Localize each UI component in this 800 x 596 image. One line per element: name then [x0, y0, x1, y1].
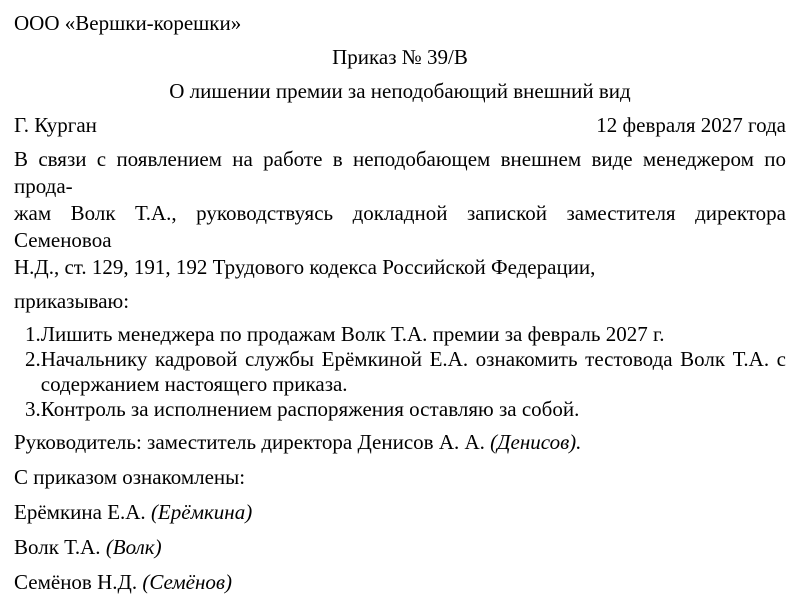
directive-word: приказываю:: [14, 289, 130, 313]
acknowledgement-row: [14, 534, 786, 561]
order-subject: О лишении премии за неподобающий внешний вид: [169, 79, 631, 103]
head-signature-name: (Денисов).: [490, 430, 582, 454]
preamble-line: Н.Д., ст. 129, 191, 192 Трудового кодекса Российской Федерации,: [14, 255, 596, 279]
preamble-paragraph: [14, 146, 786, 281]
item-number: 2.: [25, 347, 41, 371]
order-item: [14, 397, 786, 422]
company-name: ООО «Вершки-корешки»: [14, 11, 242, 35]
item-text: [41, 347, 786, 397]
order-title: Приказ № 39/В: [332, 45, 468, 69]
preamble-line: В связи с появлением на работе в неподобающем внешнем виде менеджером по прода-: [14, 147, 786, 198]
acknowledged-label: С приказом ознакомлены:: [14, 465, 246, 489]
acknowledgement-name: Ерёмкина Е.А.: [14, 500, 146, 524]
item-number: 1.: [25, 322, 41, 346]
place-date-row: [14, 112, 786, 139]
item-line: содержанием настоящего приказа.: [40, 372, 348, 396]
date-label: 12 февраля 2027 года: [596, 113, 786, 137]
acknowledgement-signature: (Ерёмкина): [150, 500, 253, 524]
head-signature-row: [14, 429, 786, 456]
item-line: Контроль за исполнением распоряжения оставляю за собой.: [40, 397, 580, 421]
acknowledgement-row: [14, 499, 786, 526]
head-signature-label: Руководитель: заместитель директора Денисов А. А.: [14, 430, 485, 454]
order-item: [14, 347, 786, 397]
acknowledgement-name: Волк Т.А.: [14, 535, 101, 559]
item-line: Начальнику кадровой службы Ерёмкиной Е.А. ознакомить тестовода Волк Т.А. с: [40, 347, 786, 371]
acknowledgement-row: [14, 569, 786, 596]
city-label: Г. Курган: [14, 113, 97, 137]
acknowledgement-signature: (Волк): [105, 535, 162, 559]
item-text: [41, 397, 786, 422]
item-line: Лишить менеджера по продажам Волк Т.А. премии за февраль 2027 г.: [40, 322, 665, 346]
preamble-line: жам Волк Т.А., руководствуясь докладной запиской заместителя директора Семеновоа: [14, 201, 786, 252]
order-items-list: [14, 322, 786, 422]
item-number: 3.: [25, 397, 41, 421]
acknowledgement-signature: (Семёнов): [142, 570, 233, 594]
item-text: [41, 322, 786, 347]
acknowledgement-name: Семёнов Н.Д.: [14, 570, 138, 594]
order-item: [14, 322, 786, 347]
